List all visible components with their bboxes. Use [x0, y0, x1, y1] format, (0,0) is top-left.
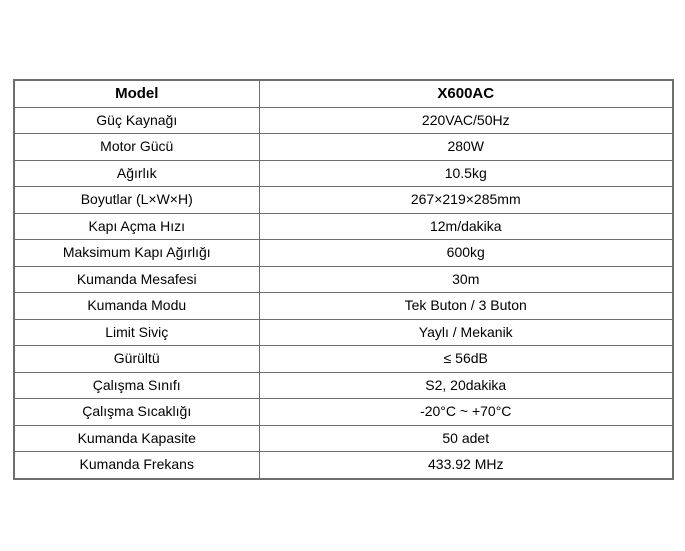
- table-row: [14, 293, 673, 320]
- table-row: [14, 240, 673, 267]
- table-header-row: [14, 80, 673, 107]
- table-row: [14, 134, 673, 161]
- spec-label-cell: Kumanda Mesafesi: [14, 266, 259, 293]
- spec-value-cell: 220VAC/50Hz: [259, 107, 673, 134]
- table-row: [14, 160, 673, 187]
- table-row: [14, 452, 673, 479]
- spec-label-cell: Kumanda Frekans: [14, 452, 259, 479]
- spec-label-cell: Çalışma Sıcaklığı: [14, 399, 259, 426]
- table-row: [14, 372, 673, 399]
- spec-value-cell: 12m/dakika: [259, 213, 673, 240]
- spec-value-cell: Tek Buton / 3 Buton: [259, 293, 673, 320]
- spec-value-cell: 280W: [259, 134, 673, 161]
- spec-label-cell: Kapı Açma Hızı: [14, 213, 259, 240]
- spec-label-cell: Güç Kaynağı: [14, 107, 259, 134]
- table-row: [14, 346, 673, 373]
- spec-value-cell: 50 adet: [259, 425, 673, 452]
- spec-label-cell: Kumanda Modu: [14, 293, 259, 320]
- spec-value-cell: 600kg: [259, 240, 673, 267]
- spec-label-cell: Kumanda Kapasite: [14, 425, 259, 452]
- spec-label-cell: Gürültü: [14, 346, 259, 373]
- table-row: [14, 266, 673, 293]
- spec-value-cell: S2, 20dakika: [259, 372, 673, 399]
- spec-value-cell: -20°C ~ +70°C: [259, 399, 673, 426]
- table-row: [14, 399, 673, 426]
- spec-value-cell: ≤ 56dB: [259, 346, 673, 373]
- spec-label-cell: Maksimum Kapı Ağırlığı: [14, 240, 259, 267]
- spec-value-cell: 433.92 MHz: [259, 452, 673, 479]
- spec-value-cell: 267×219×285mm: [259, 187, 673, 214]
- spec-value-cell: 30m: [259, 266, 673, 293]
- spec-label-cell: Boyutlar (L×W×H): [14, 187, 259, 214]
- spec-value-cell: Yaylı / Mekanik: [259, 319, 673, 346]
- spec-table-body: [14, 107, 673, 479]
- table-row: [14, 187, 673, 214]
- table-row: [14, 319, 673, 346]
- table-row: [14, 213, 673, 240]
- spec-label-cell: Limit Siviç: [14, 319, 259, 346]
- model-header-cell: Model: [14, 80, 259, 107]
- table-row: [14, 107, 673, 134]
- model-value-header-cell: X600AC: [259, 80, 673, 107]
- spec-value-cell: 10.5kg: [259, 160, 673, 187]
- spec-label-cell: Çalışma Sınıfı: [14, 372, 259, 399]
- table-row: [14, 425, 673, 452]
- spec-table: [13, 79, 674, 480]
- spec-label-cell: Motor Gücü: [14, 134, 259, 161]
- spec-label-cell: Ağırlık: [14, 160, 259, 187]
